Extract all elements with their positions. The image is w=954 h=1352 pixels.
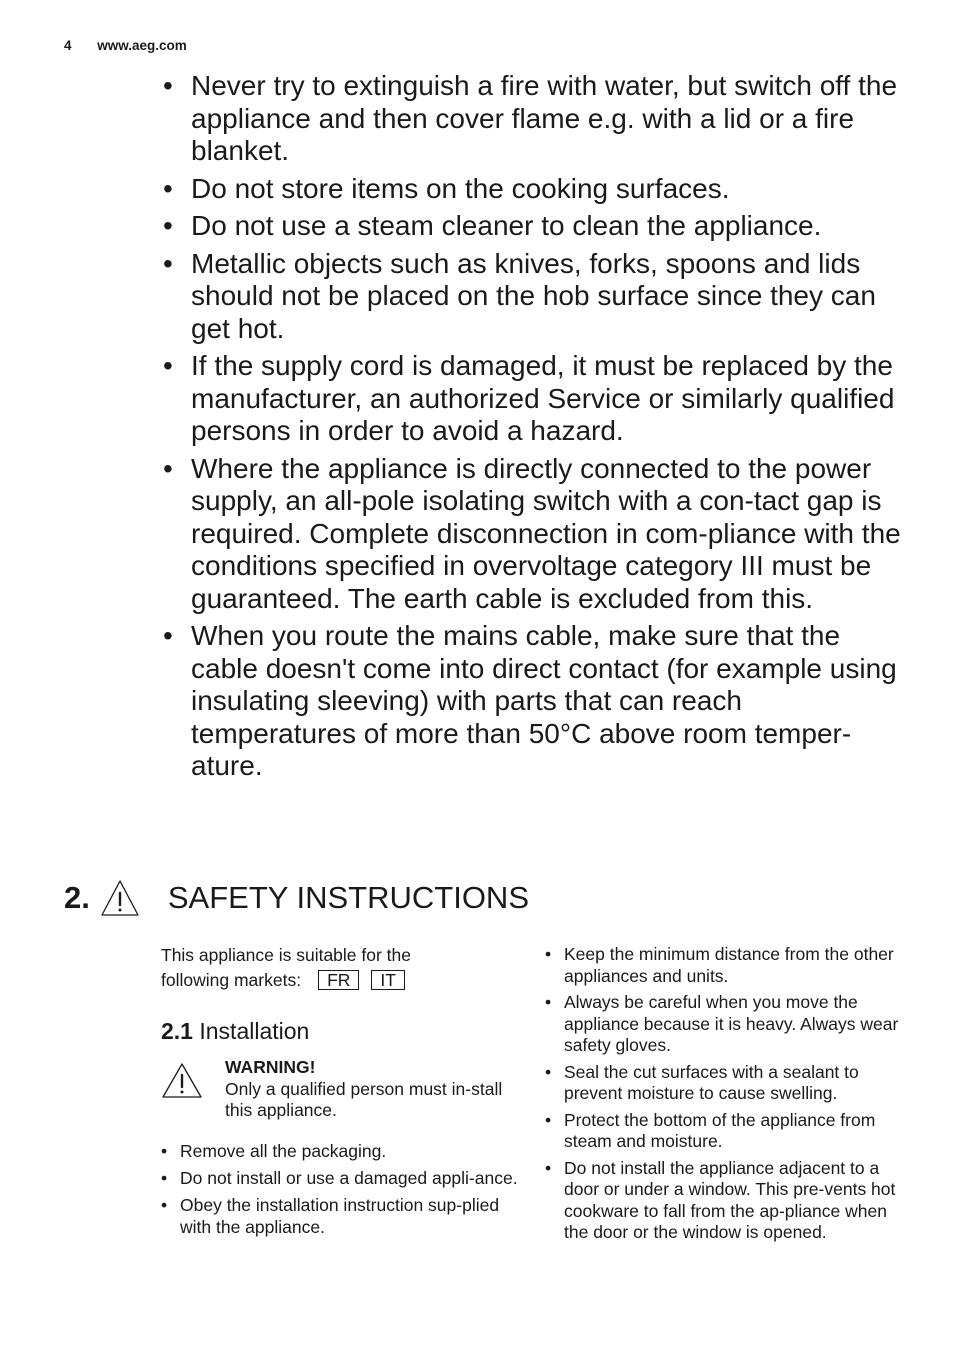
list-item: • Do not install or use a damaged appli-ance. <box>161 1167 521 1189</box>
subsection-title: Installation <box>199 1018 310 1044</box>
warning-triangle-icon <box>161 1061 203 1101</box>
page-header <box>64 38 187 53</box>
list-item: • Do not store items on the cooking surfaces. <box>163 173 903 206</box>
subsection-heading <box>161 1017 521 1045</box>
warning-message: Only a qualified person must in-stall this appliance. <box>225 1078 503 1120</box>
warning-text-block <box>225 1057 521 1122</box>
warning-box <box>161 1057 521 1122</box>
list-item: • Keep the minimum distance from the other appliances and units. <box>545 944 905 987</box>
list-item: • Do not use a steam cleaner to clean the appliance. <box>163 210 903 243</box>
list-item: • Do not install the appliance adjacent to a door or under a window. This pre-vents hot cookware to fall from the ap-pliance when the door or the window is opened. <box>545 1158 905 1244</box>
markets-row <box>161 969 521 991</box>
list-item: • Always be careful when you move the appliance because it is heavy. Always wear safety gloves. <box>545 992 905 1057</box>
market-code-box: FR <box>318 970 359 990</box>
left-column <box>161 944 521 1243</box>
markets-line-2: following markets: <box>161 970 302 990</box>
installation-list-left <box>161 1140 521 1238</box>
list-item: • Never try to extinguish a fire with water, but switch off the appliance and then cover flame e.g. with a lid or a fire blanket. <box>163 70 903 168</box>
section-title: SAFETY INSTRUCTIONS <box>167 880 529 915</box>
list-item: • Seal the cut surfaces with a sealant to prevent moisture to cause swelling. <box>545 1062 905 1105</box>
markets-line-1: This appliance is suitable for the <box>161 945 411 965</box>
list-item: • When you route the mains cable, make sure that the cable doesn't come into direct contact (for example using insulating sleeving) with parts that can reach temperatures of more than 50°C above room temper-ature. <box>163 620 903 783</box>
list-item: • If the supply cord is damaged, it must be replaced by the manufacturer, an authorized Service or similarly qualified persons in order to avoid a hazard. <box>163 350 903 448</box>
section-heading <box>64 874 529 922</box>
list-item: • Protect the bottom of the appliance from steam and moisture. <box>545 1110 905 1153</box>
section-number: 2. <box>64 880 90 915</box>
site-url: www.aeg.com <box>97 38 187 53</box>
warning-triangle-icon <box>100 878 140 918</box>
list-item: • Metallic objects such as knives, forks, spoons and lids should not be placed on the hob surface since they can get hot. <box>163 248 903 346</box>
right-column <box>545 944 905 1249</box>
subsection-number: 2.1 <box>161 1018 193 1044</box>
list-item: • Obey the installation instruction sup-plied with the appliance. <box>161 1194 521 1238</box>
page-number: 4 <box>64 38 72 53</box>
safety-list-top <box>163 70 903 788</box>
list-item: • Remove all the packaging. <box>161 1140 521 1162</box>
market-code-box: IT <box>371 970 405 990</box>
warning-label: WARNING! <box>225 1057 316 1077</box>
list-item: • Where the appliance is directly connected to the power supply, an all-pole isolating switch with a con-tact gap is required. Complete disconnection in com-pliance with the conditions specified in overvoltage category III must be guaranteed. The earth cable is excluded from this. <box>163 453 903 616</box>
installation-list-right <box>545 944 905 1244</box>
markets-text <box>161 944 521 991</box>
